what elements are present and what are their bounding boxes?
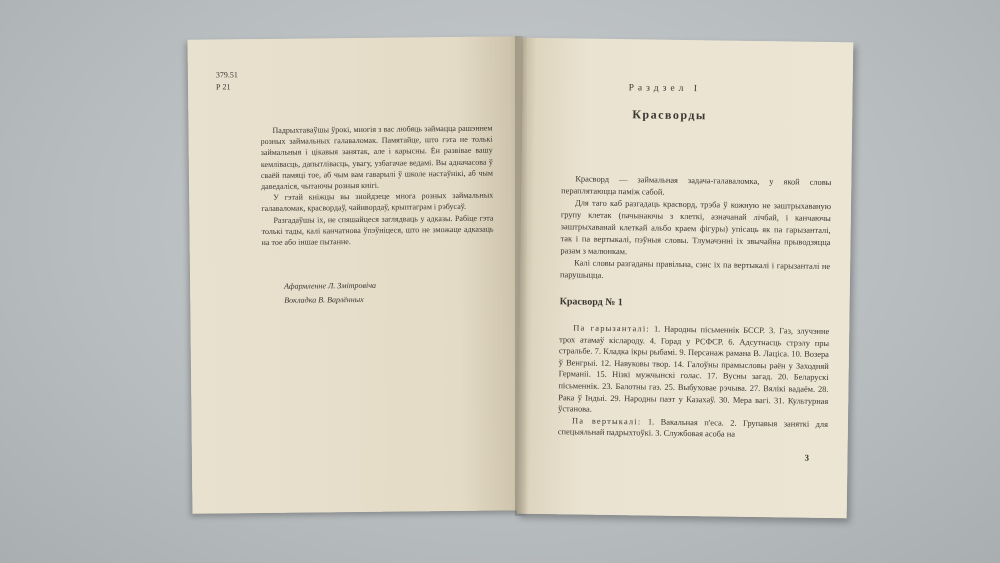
section-body: [560, 173, 831, 285]
page-number: 3: [804, 452, 810, 463]
intro-paragraph: Разгадаўшы іх, не спяшайцеся заглядваць у адказы. Рабіце гэта толькі тады, калі канчатнова ўпэўніцеся, што не зможаце адказаць на тое або іншае пытанне.: [261, 213, 494, 248]
intro-paragraph: У гэтай кніжцы вы знойдзеце многа розных займальных галаваломак, красвордаў, чайнвордаў, крыптаграм і рэбусаў.: [261, 190, 494, 214]
horizontal-clue-text: 1. Народны пісьменнік БССР. 3. Газ, злучэнне трох атамаў кіслароду. 4. Горад у РСФСР. 6. Адсутнасць стрэлу пры стральбе. 7. Кладка ікры рыбамі. 9. Персанаж рамана В. Лацiса. 10. Возера ў Венгрыі. 12. Навуковы твор. 14. Галоўны прамысловы раён у Заходняй Германіі. 15. Нізкі мужчынскі голас. 17. Вусны загад. 20. Беларускі пісьменнік. 23. Балотны газ. 25. Выбуховае рэчыва. 27. Вялікі вадаём. 28. Рака ў Індыі. 29. Народны паэт у Казахаў. 30. Мера вагі. 31. Культурная ўстанова.: [558, 324, 830, 414]
design-credit: Афармленне Л. Змітровіча: [284, 280, 377, 291]
crossword-clues: [558, 322, 830, 442]
section-title: Красворды: [632, 107, 707, 123]
catalog-code: [216, 69, 238, 93]
horizontal-clues: [558, 322, 829, 419]
catalog-number: 379.51: [215, 70, 238, 80]
vertical-clues: [558, 415, 828, 442]
section-label: Раздзел I: [628, 83, 701, 95]
catalog-index: Р 21: [215, 82, 231, 92]
body-paragraph: Красворд — займальная задача-галаваломка, у якой словы пераплятаюцца паміж сабой.: [561, 174, 832, 197]
left-page: [188, 36, 528, 513]
book-gutter: [515, 36, 527, 516]
intro-text: [260, 123, 493, 249]
credits: [284, 279, 376, 308]
vertical-clue-text: 1. Вакальная п'еса. 2. Групавыя заняткі для спецыяльнай падрыхтоўкі. 3. Службовая асоба на: [557, 417, 829, 440]
crossword-title: Красворд № 1: [559, 296, 623, 309]
body-paragraph: Калі словы разгаданы правільна, сэнс іх па вертыкалі і гарызанталі не парушыцца.: [559, 258, 831, 280]
open-book: [190, 36, 850, 516]
vertical-label: Па вертыкалі:: [571, 416, 642, 427]
body-paragraph: Для таго каб разгадаць красворд, трэба ў кожную не заштрыхаваную групу клетак (пачынаючы з клеткі, азначанай лічбай, і канчаючы заштрыхаванай клеткай альбо краем фігуры) упісаць як па гарызанталі, так і па вертыкалі, пэўныя словы. Тлумачэнні іх звычайна прыводзяцца разам з малюнкам.: [560, 198, 832, 257]
right-page: [517, 38, 854, 519]
horizontal-label: Па гарызанталі:: [573, 323, 651, 334]
cover-credit: Вокладка В. Варлённых: [284, 294, 364, 305]
intro-paragraph: Падрыхтаваўшы ўрокі, многія з вас любяць займацца рашэннем розных займальных галаваломак. Памятайце, што гэта не толькі займальныя і цікавыя занятак, але і карысны. Ён развівае вашу кемлівасць, дапытлівасць, увагу, узбагачае ведамі. Вы адначасова ў сваёй памяці тое, аб чым вам гаварылі ў школе настаўнікі, аб чым даведаліся, чытаючы розныя кнігі.: [260, 123, 493, 192]
